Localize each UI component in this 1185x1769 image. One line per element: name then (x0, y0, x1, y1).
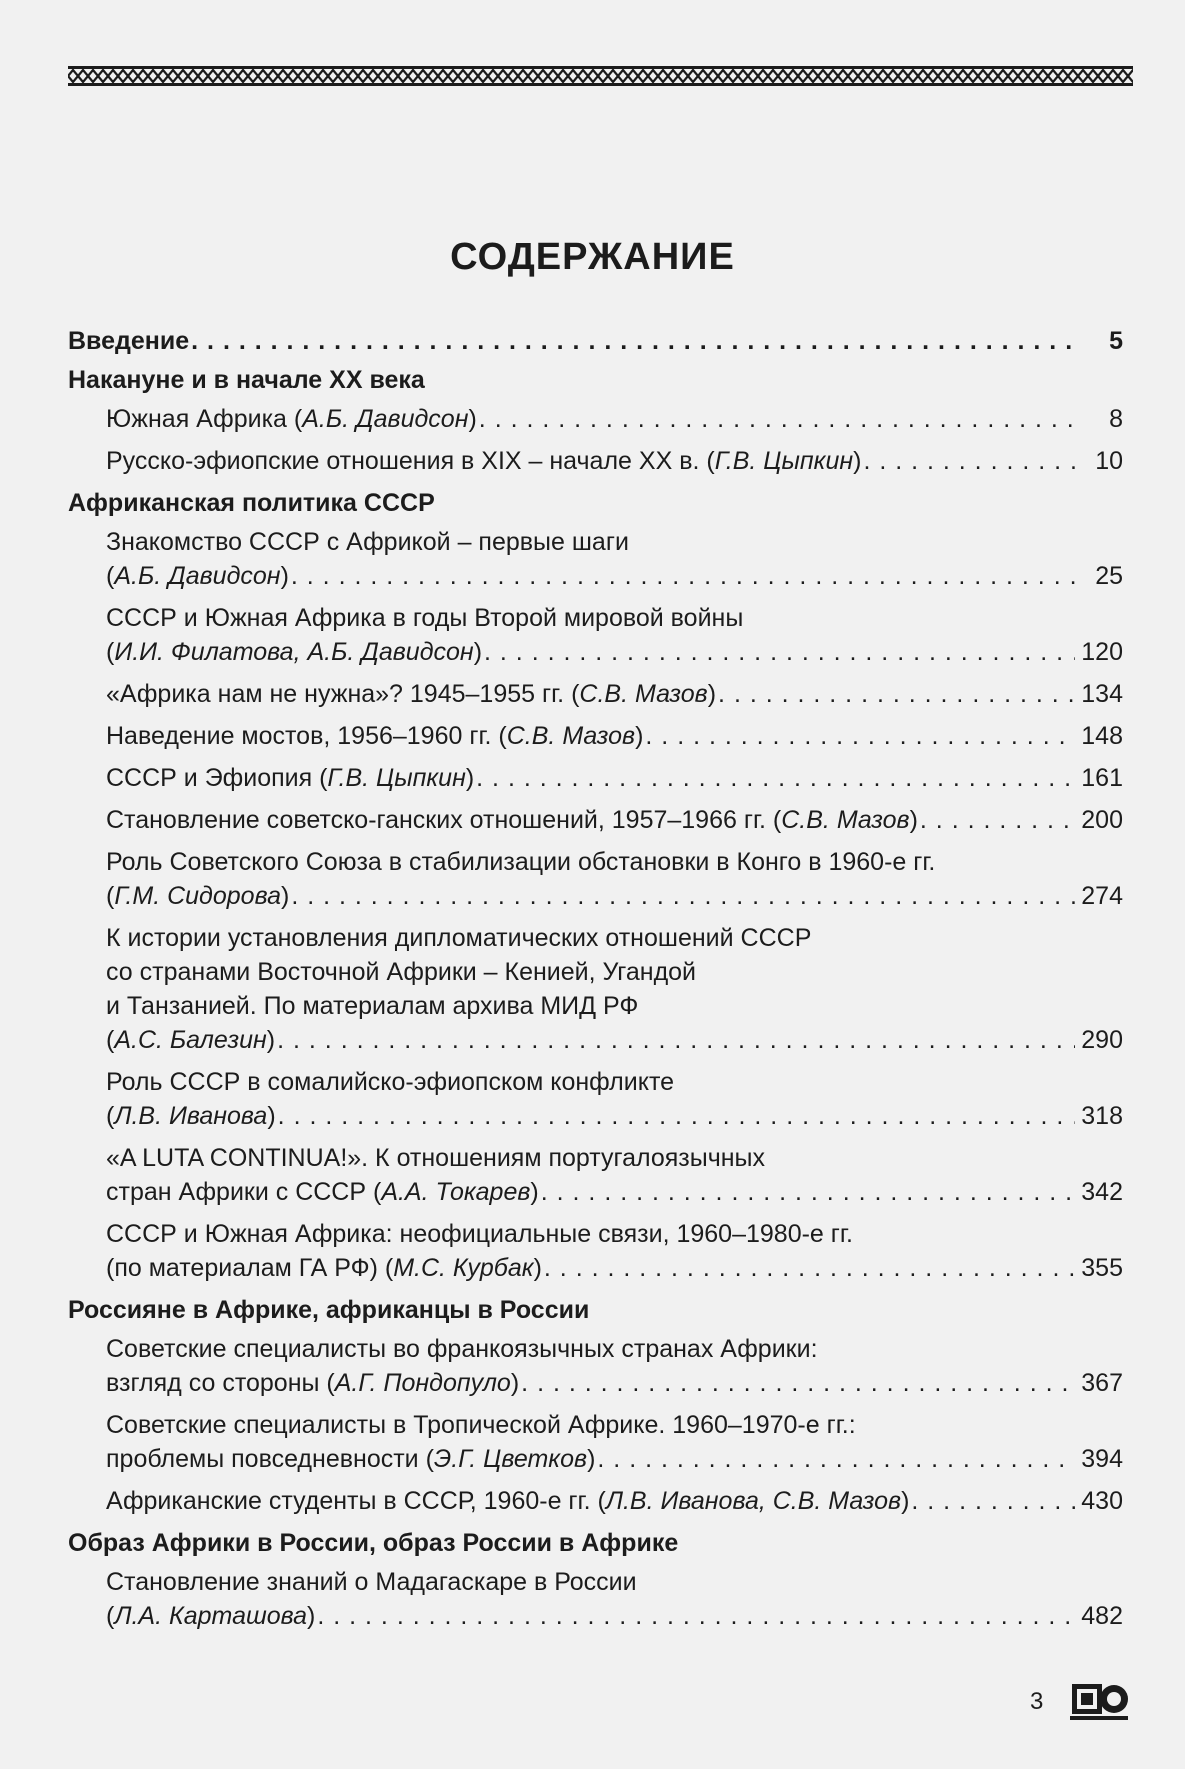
entry-title-text: ( (106, 1026, 115, 1054)
entry-author: Л.В. Иванова (114, 1102, 268, 1130)
dot-leader (191, 324, 1075, 359)
toc-entry (68, 1065, 1123, 1133)
toc-entry (68, 921, 1123, 1057)
entry-title-text: Наведение мостов, 1956–1960 гг. ( (106, 722, 507, 750)
entry-title-text: ( (106, 638, 115, 666)
entry-last-line (106, 559, 1123, 593)
section-title-text: Образ Африки в России, образ России в Африке (68, 1529, 679, 1557)
page-number-ref: 148 (1081, 722, 1123, 750)
toc-entry (68, 1565, 1123, 1633)
entry-title-text: Южная Африка ( (106, 405, 303, 433)
entry-title-tail: ) (707, 680, 717, 708)
dot-leader (911, 1484, 1075, 1518)
toc-entry (68, 1484, 1123, 1518)
entry-title-line: СССР и Южная Африка в годы Второй мировой войны (106, 604, 744, 632)
entry-last-line (106, 803, 1123, 837)
entry-text (106, 402, 477, 436)
toc-entry (68, 1408, 1123, 1476)
entry-author: И.И. Филатова, А.Б. Давидсон (114, 638, 474, 666)
entry-title-line: Знакомство СССР с Африкой – первые шаги (106, 528, 629, 556)
dot-leader (484, 635, 1075, 669)
entry-title-line: со странами Восточной Африки – Кенией, Угандой (106, 958, 697, 986)
dot-leader (521, 1366, 1075, 1400)
entry-text (106, 719, 643, 753)
page-number-ref: 161 (1081, 764, 1123, 792)
entry-author: А.Б. Давидсон (114, 562, 281, 590)
entry-title-line: Советские специалисты во франкоязычных странах Африки: (106, 1335, 818, 1363)
entry-title-text: ( (106, 1102, 115, 1130)
dot-leader (291, 559, 1075, 593)
entry-title-tail: ) (530, 1178, 539, 1206)
dot-leader (317, 1599, 1075, 1633)
entry-last-line (106, 1175, 1123, 1209)
dot-leader (863, 444, 1075, 478)
page-number-ref: 394 (1081, 1445, 1123, 1473)
entry-last-line (106, 1366, 1123, 1400)
dot-leader (597, 1442, 1075, 1476)
entry-text (106, 1023, 275, 1057)
page-number-ref: 5 (1109, 327, 1123, 355)
entry-title-text: (по материалам ГА РФ) ( (106, 1254, 394, 1282)
entry-title-text: Африканские студенты в СССР, 1960-е гг. ( (106, 1487, 606, 1515)
entry-title-text: СССР и Эфиопия ( (106, 764, 328, 792)
entry-title-line: Советские специалисты в Тропической Африке. 1960–1970-е гг.: (106, 1411, 856, 1439)
entry-last-line (106, 444, 1123, 478)
entry-last-line (106, 402, 1123, 436)
entry-text (106, 559, 289, 593)
entry-title-tail: ) (510, 1369, 520, 1397)
section-title (68, 324, 1123, 359)
page-title: СОДЕРЖАНИЕ (450, 236, 735, 278)
entry-title-tail: ) (587, 1445, 596, 1473)
entry-title-tail: ) (267, 1102, 276, 1130)
section-title (68, 1293, 1123, 1328)
entry-title-tail: ) (909, 806, 918, 834)
section-title (68, 486, 1123, 521)
entry-text (106, 1484, 909, 1518)
entry-text (106, 635, 482, 669)
dot-leader (479, 402, 1075, 436)
entry-title-line: Становление знаний о Мадагаскаре в России (106, 1568, 637, 1596)
dot-leader (541, 1175, 1075, 1209)
entry-author: Л.А. Карташова (114, 1602, 308, 1630)
entry-title-line: СССР и Южная Африка: неофициальные связи, 1960–1980-е гг. (106, 1220, 853, 1248)
section-title-text: Введение (68, 327, 190, 355)
entry-title-line: и Танзанией. По материалам архива МИД РФ (106, 992, 639, 1020)
page-number-ref: 200 (1081, 806, 1123, 834)
entry-title-text: «Африка нам не нужна»? 1945–1955 гг. ( (106, 680, 580, 708)
entry-author: М.С. Курбак (393, 1254, 534, 1282)
section-title-text: Россияне в Африке, африканцы в России (68, 1296, 590, 1324)
decorative-ornament-band (68, 66, 1133, 86)
entry-text (106, 444, 861, 478)
toc-entry (68, 803, 1123, 837)
page-number-ref: 274 (1081, 882, 1123, 910)
page-number-ref: 355 (1081, 1254, 1123, 1282)
entry-author: А.Г. Пондопуло (334, 1369, 511, 1397)
entry-title-tail: ) (473, 638, 483, 666)
entry-last-line (106, 677, 1123, 711)
dot-leader (544, 1251, 1075, 1285)
entry-author: Г.В. Цыпкин (714, 447, 854, 475)
toc-entry (68, 601, 1123, 669)
entry-last-line (106, 1023, 1123, 1057)
entry-title-line: Роль СССР в сомалийско-эфиопском конфликте (106, 1068, 675, 1096)
entry-text (106, 1251, 542, 1285)
entry-text (106, 1442, 595, 1476)
entry-title-text: ( (106, 882, 115, 910)
entry-title-line: «A LUTA CONTINUA!». К отношениям португалоязычных (106, 1144, 766, 1172)
entry-text (106, 1599, 315, 1633)
entry-author: А.С. Балезин (114, 1026, 267, 1054)
entry-title-text: Русско-эфиопские отношения в XIX – начале XX в. ( (106, 447, 715, 475)
entry-last-line (106, 1599, 1123, 1633)
entry-text (106, 1366, 519, 1400)
entry-text (106, 1099, 276, 1133)
publisher-emblem-icon (1068, 1676, 1130, 1722)
page-number-ref: 8 (1109, 405, 1123, 433)
entry-text (106, 1175, 539, 1209)
toc-entry (68, 525, 1123, 593)
entry-title-tail: ) (280, 882, 290, 910)
entry-title-tail: ) (468, 405, 477, 433)
entry-last-line (106, 635, 1123, 669)
toc-entry (68, 1332, 1123, 1400)
dot-leader (645, 719, 1075, 753)
page-number-ref: 134 (1081, 680, 1123, 708)
page-number-ref: 25 (1095, 562, 1123, 590)
entry-author: С.В. Мазов (506, 722, 636, 750)
page-number-ref: 290 (1081, 1026, 1123, 1054)
entry-title-tail: ) (280, 562, 289, 590)
entry-author: С.В. Мазов (579, 680, 708, 708)
entry-title-text: ( (106, 562, 115, 590)
dot-leader (718, 677, 1075, 711)
entry-title-tail: ) (901, 1487, 910, 1515)
entry-author: А.Б. Давидсон (302, 405, 469, 433)
entry-title-tail: ) (465, 764, 475, 792)
section-title (68, 363, 1123, 398)
entry-author: Г.М. Сидорова (114, 882, 281, 910)
page-number-ref: 482 (1081, 1602, 1123, 1630)
entry-title-line: Роль Советского Союза в стабилизации обстановки в Конго в 1960-е гг. (106, 848, 936, 876)
page-number-ref: 10 (1095, 447, 1123, 475)
page-number-ref: 120 (1081, 638, 1123, 666)
ornament-pattern (68, 66, 1133, 86)
entry-text (106, 761, 474, 795)
entry-last-line (106, 719, 1123, 753)
table-of-contents (68, 320, 1123, 1641)
section-title (68, 1526, 1123, 1561)
entry-last-line (106, 1484, 1123, 1518)
entry-title-tail: ) (307, 1602, 316, 1630)
dot-leader (277, 1023, 1075, 1057)
entry-title-tail: ) (635, 722, 644, 750)
entry-author: А.А. Токарев (381, 1178, 531, 1206)
page-number-ref: 342 (1081, 1178, 1123, 1206)
entry-title-text: Становление советско-ганских отношений, 1957–1966 гг. ( (106, 806, 782, 834)
dot-leader (476, 761, 1075, 795)
page-number-ref: 430 (1081, 1487, 1123, 1515)
entry-text (106, 677, 716, 711)
entry-text (106, 879, 289, 913)
entry-last-line (106, 1251, 1123, 1285)
dot-leader (291, 879, 1075, 913)
toc-entry (68, 677, 1123, 711)
entry-author: Г.В. Цыпкин (327, 764, 466, 792)
entry-last-line (106, 1099, 1123, 1133)
page-number-ref: 367 (1081, 1369, 1123, 1397)
section-title-text: Африканская политика СССР (68, 489, 435, 517)
toc-entry (68, 845, 1123, 913)
dot-leader (920, 803, 1075, 837)
entry-author: Л.В. Иванова, С.В. Мазов (605, 1487, 902, 1515)
toc-entry (68, 1141, 1123, 1209)
toc-entry (68, 1217, 1123, 1285)
entry-author: С.В. Мазов (781, 806, 910, 834)
toc-entry (68, 761, 1123, 795)
entry-text (106, 803, 918, 837)
toc-entry (68, 444, 1123, 478)
entry-author: Э.Г. Цветков (433, 1445, 588, 1473)
entry-title-tail: ) (853, 447, 862, 475)
section-title-text: Накануне и в начале XX века (68, 366, 425, 394)
entry-title-line: К истории установления дипломатических отношений СССР (106, 924, 812, 952)
entry-title-text: стран Африки с СССР ( (106, 1178, 382, 1206)
page-number: 3 (1030, 1688, 1044, 1715)
entry-last-line (106, 761, 1123, 795)
entry-title-text: взгляд со стороны ( (106, 1369, 335, 1397)
entry-title-tail: ) (533, 1254, 542, 1282)
entry-title-tail: ) (266, 1026, 276, 1054)
toc-entry (68, 719, 1123, 753)
entry-last-line (106, 1442, 1123, 1476)
page-number-ref: 318 (1081, 1102, 1123, 1130)
dot-leader (278, 1099, 1075, 1133)
entry-last-line (106, 879, 1123, 913)
entry-title-text: проблемы повседневности ( (106, 1445, 434, 1473)
toc-entry (68, 402, 1123, 436)
entry-title-text: ( (106, 1602, 115, 1630)
